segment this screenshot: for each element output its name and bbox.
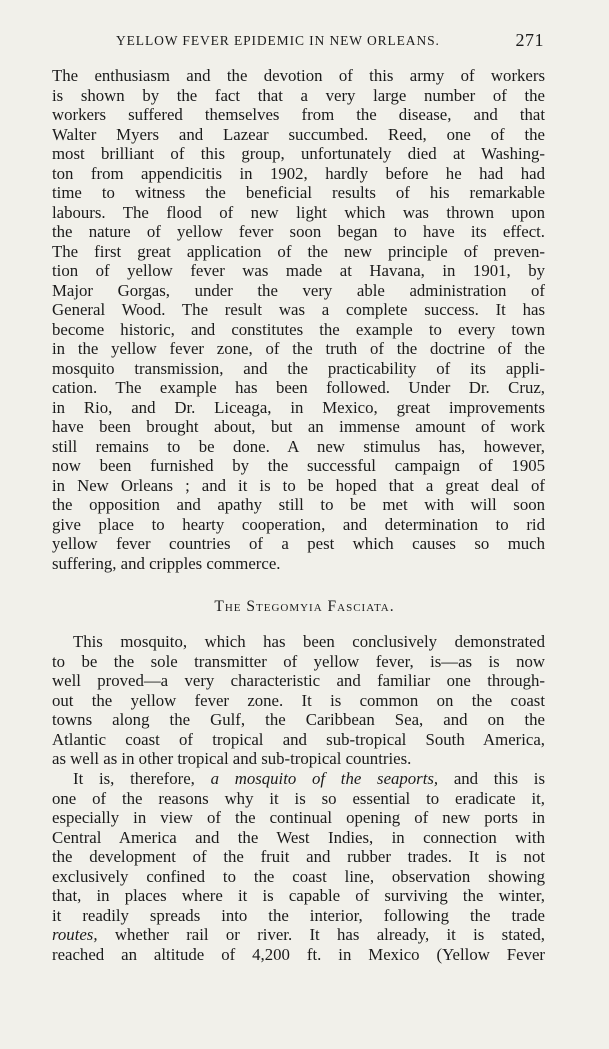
emphasis-text: a mosquito of the seaports, [210, 769, 439, 788]
text-line: labours. The flood of new light which was thrown upon [52, 202, 545, 222]
text-line: out the yellow fever zone. It is common on the coast [52, 690, 545, 710]
text-line: exclusively confined to the coast line, observation showing [52, 866, 545, 886]
text-line: as well as in other tropical and sub-tropical countries. [52, 749, 412, 768]
text-line: Major Gorgas, under the very able administration of [52, 280, 545, 300]
text-line: one of the reasons why it is so essential to eradicate it, [52, 788, 545, 808]
text-line: most brilliant of this group, unfortunately died at Washing- [52, 144, 545, 163]
paragraph-stegomyia-description [52, 632, 545, 769]
text-run: whether rail or river. It has already, it is stated, [97, 925, 545, 944]
paragraph-yellow-fever-history [52, 66, 545, 573]
text-line: in New Orleans ; and it is to be hoped that a great deal of [52, 475, 545, 495]
running-title: YELLOW FEVER EPIDEMIC IN NEW ORLEANS. [116, 33, 440, 48]
page-number: 271 [515, 30, 544, 50]
text-line: still remains to be done. A new stimulus has, however, [52, 436, 545, 456]
text-run: and this is [438, 769, 545, 788]
emphasis-text: routes, [52, 925, 98, 944]
text-line: Atlantic coast of tropical and sub-tropical South America, [52, 729, 545, 749]
text-line: ton from appendicitis in 1902, hardly before he had had [52, 163, 545, 183]
text-line: well proved—a very characteristic and familiar one through- [52, 671, 545, 690]
text-line: give place to hearty cooperation, and determination to rid [52, 514, 545, 534]
text-line: the development of the fruit and rubber trades. It is not [52, 847, 545, 866]
text-line: suffering, and cripples commerce. [52, 553, 281, 573]
text-line: Walter Myers and Lazear succumbed. Reed, one of the [52, 124, 545, 144]
text-line: The enthusiasm and the devotion of this army of workers [52, 66, 545, 85]
text-line: This mosquito, which has been conclusively demonstrated [73, 632, 545, 651]
text-line: time to witness the beneficial results of his remarkable [52, 183, 545, 202]
text-line: tion of yellow fever was made at Havana, in 1901, by [52, 261, 545, 280]
text-line: especially in view of the continual opening of new ports in [52, 808, 545, 827]
section-heading: The Stegomyia Fasciata. [214, 598, 395, 615]
paragraph-stegomyia-distribution [52, 769, 545, 964]
text-line: in Rio, and Dr. Liceaga, in Mexico, great improvements [52, 397, 545, 417]
text-line [52, 769, 545, 789]
text-line: cation. The example has been followed. Under Dr. Cruz, [52, 378, 545, 397]
text-line: General Wood. The result was a complete success. It has [52, 300, 545, 319]
text-line [52, 925, 545, 945]
text-line: that, in places where it is capable of surviving the winter, [52, 886, 545, 905]
emphasis-line: it readily spreads into the interior, following the trade [52, 905, 545, 925]
text-line: The first great application of the new principle of preven- [52, 241, 545, 261]
text-line: mosquito transmission, and the practicability of its appli- [52, 358, 545, 378]
running-head [52, 30, 544, 52]
text-line: now been furnished by the successful campaign of 1905 [52, 456, 545, 475]
text-line: is shown by the fact that a very large number of the [52, 85, 545, 105]
text-line: have been brought about, but an immense amount of work [52, 417, 545, 436]
text-line: in the yellow fever zone, of the truth of the doctrine of the [52, 339, 545, 358]
text-line: reached an altitude of 4,200 ft. in Mexico (Yellow Fever [52, 944, 545, 964]
text-run: It is, therefore, [73, 769, 211, 788]
text-line: yellow fever countries of a pest which causes so much [52, 534, 545, 553]
text-line: become historic, and constitutes the example to every town [52, 319, 545, 339]
text-line: the nature of yellow fever soon began to have its effect. [52, 222, 545, 241]
text-line: towns along the Gulf, the Caribbean Sea, and on the [52, 710, 545, 729]
text-line: Central America and the West Indies, in connection with [52, 827, 545, 847]
text-line: to be the sole transmitter of yellow fever, is—as is now [52, 651, 545, 671]
text-line: the opposition and apathy still to be met with will soon [52, 495, 545, 514]
text-line: workers suffered themselves from the disease, and that [52, 105, 545, 124]
